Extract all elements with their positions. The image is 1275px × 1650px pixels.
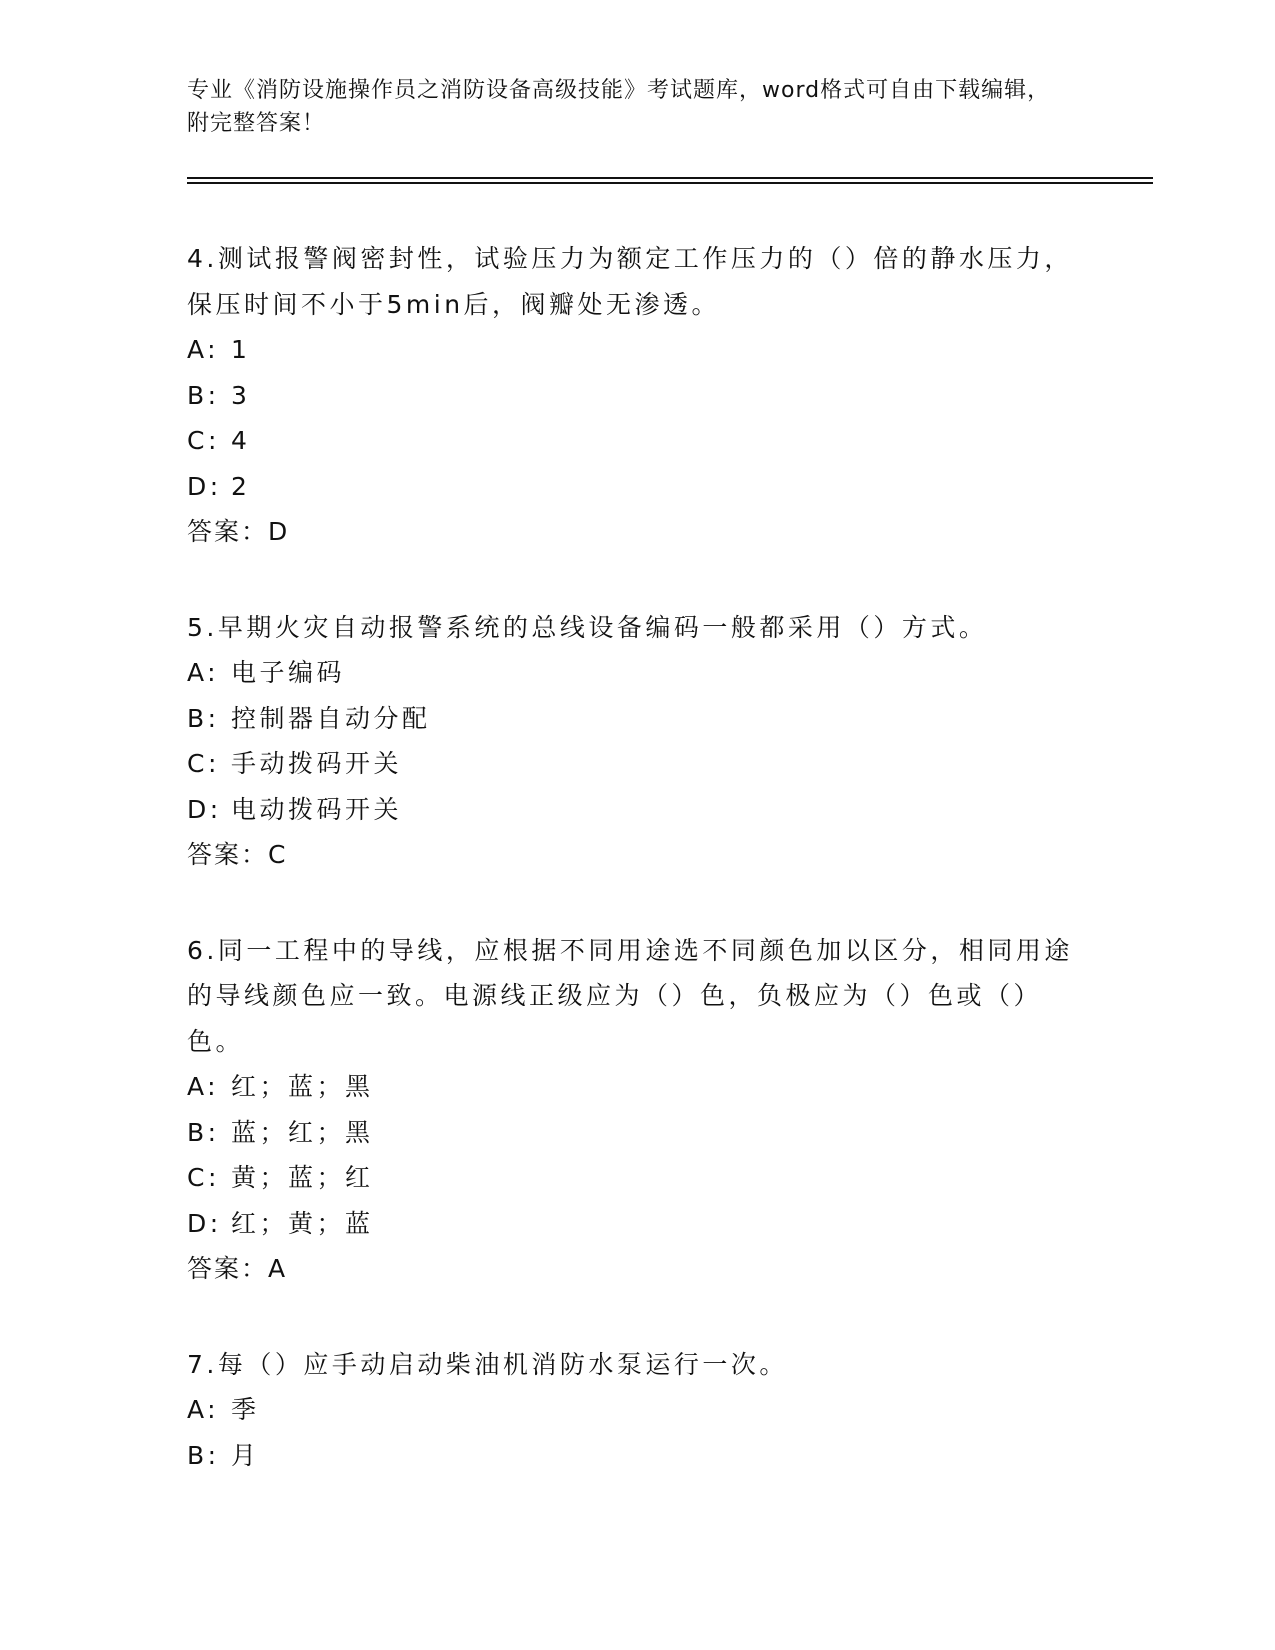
option-d [187,787,1087,833]
option-key: D: [187,471,222,501]
option-text: 黄；蓝；红 [231,1163,374,1192]
question-stem: 5.早期火灾自动报警系统的总线设备编码一般都采用（）方式。 [187,612,988,642]
option-a [187,650,1087,696]
option-a [187,1387,1087,1433]
document-header: 专业《消防设施操作员之消防设备高级技能》考试题库，word格式可自由下载编辑，附完整答案！ [187,78,1051,136]
option-key: A: [187,335,220,364]
option-a [187,327,1087,373]
option-text: 2 [231,471,251,501]
option-key: B: [187,1440,220,1470]
option-key: C: [187,749,220,778]
option-text: 电动拨码开关 [231,794,403,824]
option-key: C: [187,1163,220,1192]
question-stem: 7.每（）应手动启动柴油机消防水泵运行一次。 [187,1349,788,1379]
option-d [187,464,1087,510]
question-4 [187,236,1087,555]
option-text: 3 [231,380,251,410]
question-7 [187,1342,1087,1479]
option-text: 手动拨码开关 [231,749,403,778]
option-d [187,1201,1087,1247]
answer-line: 答案：A [187,1254,288,1283]
question-5 [187,605,1087,878]
option-b [187,1110,1087,1156]
answer-line: 答案：C [187,840,288,869]
option-key: A: [187,658,220,687]
option-key: B: [187,1117,220,1147]
option-text: 电子编码 [231,658,346,687]
option-text: 红；黄；蓝 [231,1208,374,1238]
option-text: 4 [231,426,251,455]
header-divider-bottom [187,182,1153,184]
option-a [187,1064,1087,1110]
option-c [187,741,1087,787]
option-b [187,696,1087,742]
option-key: D: [187,794,222,824]
answer-line: 答案：D [187,517,290,546]
option-text: 1 [231,335,251,364]
option-key: B: [187,703,220,733]
option-text: 红；蓝；黑 [231,1072,374,1101]
option-text: 季 [231,1395,260,1424]
question-stem: 4.测试报警阀密封性，试验压力为额定工作压力的（）倍的静水压力，保压时间不小于5min后，阀瓣处无渗透。 [187,244,1073,319]
option-key: A: [187,1072,220,1101]
option-c [187,1155,1087,1201]
option-key: B: [187,380,220,410]
option-key: A: [187,1395,220,1424]
option-text: 蓝；红；黑 [231,1117,374,1147]
option-text: 控制器自动分配 [231,703,431,733]
option-key: C: [187,426,220,455]
option-b [187,1433,1087,1479]
question-6 [187,928,1087,1292]
header-divider-top [187,177,1153,179]
question-list [187,236,1087,1528]
option-text: 月 [231,1440,260,1470]
option-c [187,418,1087,464]
option-b [187,373,1087,419]
option-key: D: [187,1208,222,1238]
question-stem: 6.同一工程中的导线，应根据不同用途选不同颜色加以区分，相同用途的导线颜色应一致。电源线正级应为（）色，负极应为（）色或（）色。 [187,935,1073,1056]
